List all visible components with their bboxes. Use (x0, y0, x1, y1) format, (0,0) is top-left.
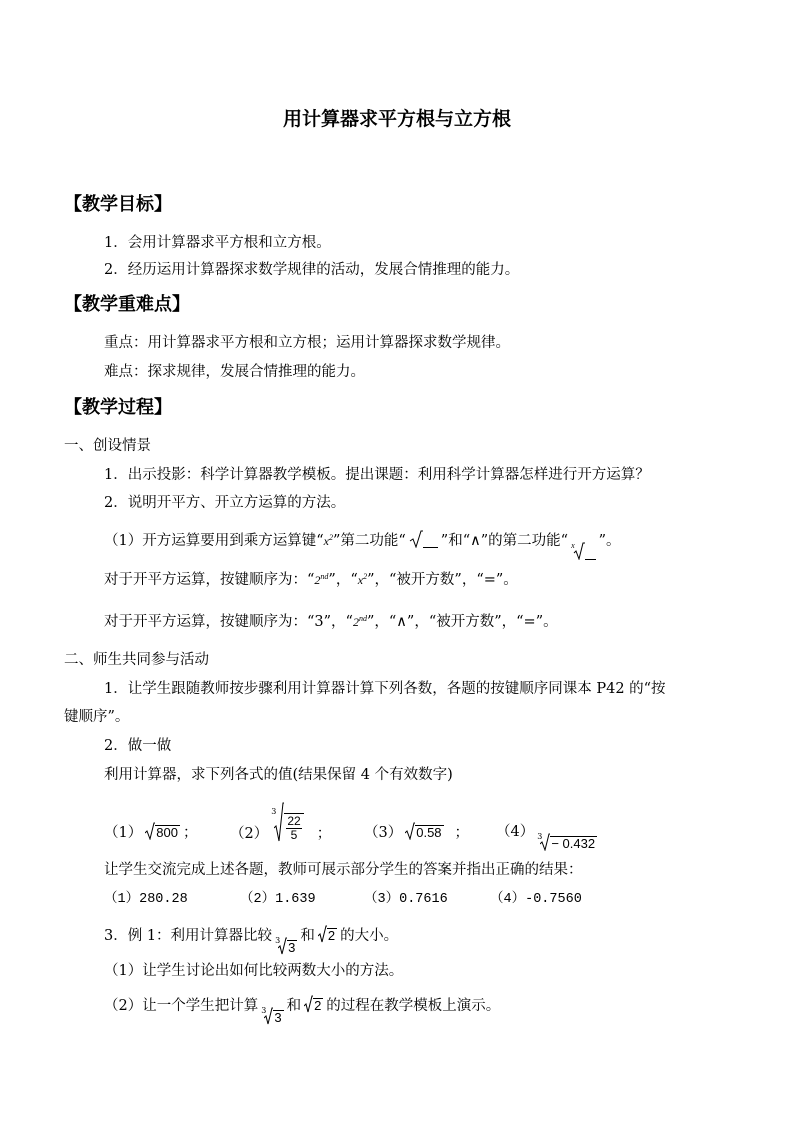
root-index: 3 (271, 807, 277, 816)
cube-root-symbol (275, 937, 297, 955)
numerator: 22 (287, 814, 301, 828)
sqrt-symbol (145, 822, 180, 840)
key-2nd (314, 573, 328, 587)
text: ”，“∧”，“被开方数”，“=”。 (366, 614, 558, 630)
text: ”。 (598, 533, 621, 549)
sqrt-symbol (304, 995, 323, 1013)
text: 对于开平方运算，按键顺序为：“ (104, 572, 315, 588)
exercise-1 (104, 822, 197, 843)
text: 和 (286, 998, 302, 1014)
cube-root-symbol (261, 1007, 283, 1025)
radicand: 2 (327, 928, 336, 943)
section-heading-process: 【教学过程】 (64, 397, 172, 418)
root-index: 3 (537, 832, 543, 841)
radicand: 2 (314, 998, 322, 1013)
key-x-squared (358, 573, 367, 587)
superscript: nd (320, 572, 329, 581)
cube-root-symbol (271, 802, 303, 842)
exercise-4 (496, 822, 600, 851)
text: ”和“∧”的第二功能“ (440, 533, 569, 549)
answer-4: （4）-0.7560 (490, 892, 582, 907)
radicand: 0.58 (416, 825, 442, 840)
section-heading-key-points: 【教学重难点】 (64, 294, 190, 315)
superscript: nd (358, 614, 367, 623)
part2-item-2: 2．做一做 (104, 738, 172, 754)
text: 2 (314, 573, 321, 587)
radicand: − 0.432 (551, 836, 596, 851)
sqrt-key-icon (409, 530, 438, 548)
radicand: 3 (274, 1010, 282, 1025)
part1-sub1 (104, 528, 621, 560)
exercise-label: （3） (364, 825, 403, 841)
exchange-text: 让学生交流完成上述各题，教师可展示部分学生的答案并指出正确的结果： (104, 862, 583, 878)
goal-item-1: 1．会用计算器求平方根和立方根。 (104, 235, 331, 251)
part1-item-2: 2．说明开平方、开立方运算的方法。 (104, 495, 346, 511)
key-x-squared (324, 534, 333, 548)
superscript: 2 (363, 572, 368, 581)
exercise-label: （4） (496, 824, 535, 840)
part1-item-1: 1．出示投影：科学计算器教学模板。提出课题：利用科学计算器怎样进行开方运算？ (104, 467, 650, 483)
example-sub-1: （1）让学生讨论出如何比较两数大小的方法。 (104, 963, 404, 979)
radicand: 800 (156, 825, 178, 840)
text: 2 (352, 615, 359, 629)
difficult-point: 难点：探求规律，发展合情推理的能力。 (104, 364, 365, 380)
text: 3．例 1：利用计算器比较 (104, 928, 273, 944)
separator: ； (182, 825, 198, 841)
separator: ； (316, 826, 332, 842)
text: ”，“ (328, 572, 358, 588)
text: （1）开方运算要用到乘方运算键“ (104, 533, 324, 549)
root-index: 3 (275, 936, 281, 945)
exercise-label: （1） (104, 825, 143, 841)
key-sequence-2 (104, 609, 558, 632)
key-point: 重点：用计算器求平方根和立方根；运用计算器探求数学规律。 (104, 335, 510, 351)
superscript: 2 (328, 533, 333, 542)
text: 的大小。 (340, 928, 399, 944)
text: ”，“被开方数”，“=”。 (367, 572, 518, 588)
root-index: 3 (261, 1006, 267, 1015)
separator: ； (454, 825, 470, 841)
part2-item-1-line1: 1．让学生跟随教师按步骤利用计算器计算下列各数，各题的按键顺序同课本 P42 的“按 (104, 681, 666, 697)
sqrt-symbol (318, 925, 337, 943)
text: x (357, 573, 364, 587)
text: 对于开平方运算，按键顺序为：“3”，“ (104, 614, 353, 630)
root-index: x (571, 541, 575, 550)
part2-task: 利用计算器，求下列各式的值(结果保留 4 个有效数字) (104, 767, 453, 783)
goal-item-2: 2．经历运用计算器探求数学规律的活动，发展合情推理的能力。 (104, 262, 520, 278)
part2-item-1-line2: 键顺序”。 (64, 709, 130, 725)
cube-root-symbol (537, 833, 597, 851)
part2-heading: 二、师生共同参与活动 (64, 652, 209, 668)
answer-1: （1）280.28 (104, 892, 188, 907)
sqrt-symbol (405, 822, 443, 840)
exercise-3 (364, 822, 469, 843)
exercise-2 (230, 800, 331, 844)
example-1 (104, 925, 398, 955)
exercise-label: （2） (230, 826, 269, 842)
fraction (284, 813, 303, 842)
text: 和 (300, 928, 315, 944)
answer-3: （3）0.7616 (364, 892, 448, 907)
page-title: 用计算器求平方根与立方根 (282, 108, 511, 130)
key-2nd (353, 615, 367, 629)
cube-root-key-icon (571, 542, 596, 560)
text: 的过程在教学模板上演示。 (326, 998, 501, 1014)
text: （2）让一个学生把计算 (104, 998, 259, 1014)
example-sub-2 (104, 995, 500, 1025)
text: x (323, 534, 329, 548)
answer-2: （2）1.639 (240, 892, 316, 907)
section-heading-goals: 【教学目标】 (64, 194, 172, 215)
key-sequence-1 (104, 567, 518, 590)
part1-heading: 一、创设情景 (64, 438, 151, 454)
radicand: 3 (288, 940, 296, 955)
denominator: 5 (290, 828, 298, 842)
text: ”第二功能“ (332, 533, 406, 549)
